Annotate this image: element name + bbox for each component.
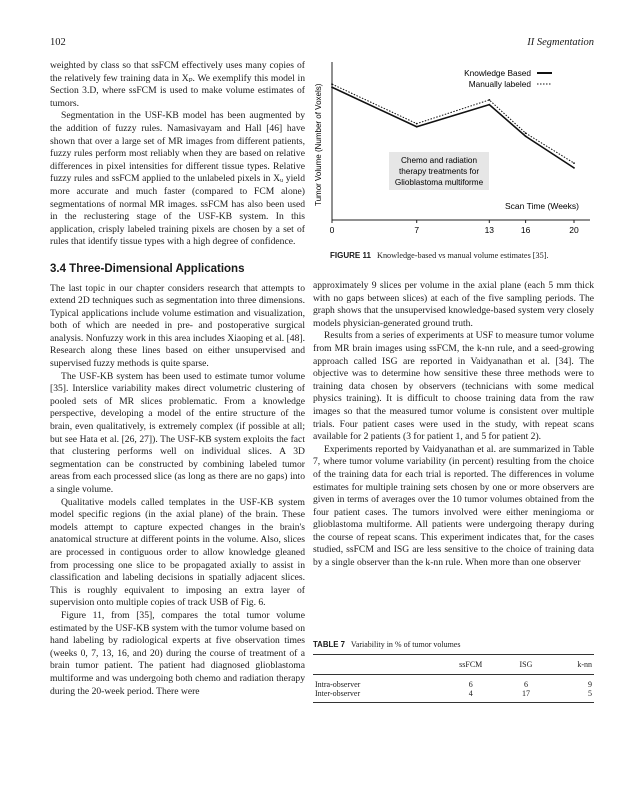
left-paragraph-6: Figure 11, from [35], compares the total tumor volume estimated by the USF-KB system with the tumor volume based on hand labeling by radiological experts at five observation times (weeks 0, 7, 13, 16, and 20) during the course of treatment of a brain tumor patient. The patient had diagnosed glioblastoma multiforme and was undergoing both chemo and radiation therapy during the 20-week period. There were bbox=[50, 609, 305, 697]
data-point bbox=[331, 83, 333, 85]
y-axis-label: Tumor Volume (Number of Voxels) bbox=[314, 83, 323, 206]
left-column bbox=[50, 60, 305, 698]
legend-label: Knowledge Based bbox=[464, 68, 531, 78]
table-header-cell: ISG bbox=[519, 660, 533, 669]
right-column bbox=[313, 280, 594, 570]
ticks-layer bbox=[330, 220, 579, 235]
left-paragraph-4: The USF-KB system has been used to estimate tumor volume [35]. Interslice variability makes direct volumetric clustering of pooled sets of MR slices problematic. From a knowledge perspective, developing a model of the entire structure of the brain, even qualitatively, is extremely complex (if possible at all; but see Hata et al. [26, 27]). The USF-KB system exploits the fact that clustering performs well on individual slices. A 3D segmentation can be constructed by combining labeled tumor areas from each processed slice (as long as there are no gaps) into a single volume. bbox=[50, 370, 305, 495]
right-paragraph-1: approximately 9 slices per volume in the axial plane (each 5 mm thick with no gaps between slices) at each of the five sampling periods. The graph shows that the unsupervised knowledge-based system very closely models physician-generated ground truth. bbox=[313, 280, 594, 329]
tumor-volume-chart bbox=[312, 56, 602, 240]
table-header-cell: ssFCM bbox=[459, 660, 483, 669]
data-point bbox=[525, 132, 527, 134]
table-header-cell: k-nn bbox=[577, 660, 592, 669]
data-point bbox=[573, 167, 575, 169]
x-axis-label: Scan Time (Weeks) bbox=[504, 201, 580, 211]
table-row bbox=[313, 675, 594, 690]
table-row bbox=[313, 689, 594, 703]
table-label: TABLE 7 bbox=[313, 640, 345, 649]
table-cell: 17 bbox=[521, 689, 530, 698]
table-cell: 9 bbox=[588, 680, 592, 689]
data-point bbox=[573, 162, 575, 164]
x-tick-label: 20 bbox=[569, 225, 579, 235]
table-title: Variability in % of tumor volumes bbox=[350, 640, 461, 649]
left-paragraph-5: Qualitative models called templates in the USF-KB system model specific regions (in the axial plane) of the brain. These models attempt to capture expected changes in the brain's anatomical structure at different points in the volume. Also, slices are processed in contiguous order to allow knowledge gleaned from processing one slice to be propagated axially to assist in classification and labeling decisions in spatially adjacent slices. This is roughly equivalent to imposing an extra layer of supervision onto multiple copies of track USB of Fig. 6. bbox=[50, 496, 305, 609]
running-title: II Segmentation bbox=[527, 37, 594, 48]
legend-label: Manually labeled bbox=[468, 79, 531, 89]
table-cell: 4 bbox=[468, 689, 473, 698]
table-cell: 5 bbox=[588, 689, 592, 698]
figure-caption bbox=[330, 251, 549, 260]
figure-caption-label: FIGURE 11 bbox=[330, 251, 371, 260]
left-paragraph-2: Segmentation in the USF-KB model has been augmented by the addition of fuzzy rules. Namasivayam and Hall [46] have shown that over a large set of MR images from different patients, fuzzy rules perform most reliably when they are based on relative differences in pixel intensities for different tissue types. Relative fuzzy rules and ssFCM applied to the unlabeled pixels in Xᵤ yield more accurate and much faster (compared to FCM alone) segmentations of normal MR images. ssFCM has also been used in the reclustering stage of the USF-KB system. In this application, crisply labeled training pixels are chosen by a set of rules that identify tissue types with a high degree of confidence. bbox=[50, 110, 305, 248]
data-point bbox=[331, 86, 333, 88]
table-caption bbox=[313, 640, 460, 649]
data-point bbox=[416, 123, 418, 125]
right-paragraph-2: Results from a series of experiments at USF to measure tumor volume from MR brain images using ssFCM, the k-nn rule, and a seed-growing approach called ISG are reported in Vaidyanathan et al. [34]. The objective was to determine how sensitive these three methods were to training data chosen by observers (technicians with some medical physics training). It is difficult to choose training data from the raw images so that the measured tumor volume is consistent over multiple trials. Four patient cases were used in the study, with repeat scans available for 2 patients (3 for patient 1, and 5 for patient 2). bbox=[313, 330, 594, 443]
data-point bbox=[488, 104, 490, 106]
left-paragraph-3: The last topic in our chapter considers research that attempts to extend 2D techniques such as segmentation into three dimensions. Typical applications include volume estimation and visualization, both of which are needed in pre- and postoperative surgical analysis. Nonfuzzy work in this area includes Xiaoping et al. [48]. Research along these lines based on either unsupervised and supervised fuzzy methods is quite sparse. bbox=[50, 282, 305, 370]
x-tick-label: 16 bbox=[520, 225, 531, 235]
data-point bbox=[525, 135, 527, 137]
x-tick-label: 0 bbox=[329, 225, 335, 235]
left-paragraph-1: weighted by class so that ssFCM effectively uses many copies of the relatively few training data in Xₚ. We exemplify this model in Section 3.D, where ssFCM is used to make volume estimates of tumors. bbox=[50, 60, 305, 109]
table-7 bbox=[313, 654, 594, 703]
table-body bbox=[313, 675, 594, 703]
table-cell: 6 bbox=[523, 680, 528, 689]
figure-caption-text: Knowledge-based vs manual volume estimates [35]. bbox=[377, 251, 549, 260]
section-title: 3.4 Three-Dimensional Applications bbox=[50, 262, 245, 275]
table-cell: Intra-observer bbox=[315, 680, 361, 689]
table-header-row bbox=[313, 655, 594, 675]
series-line-manually-labeled bbox=[332, 84, 574, 163]
data-point bbox=[416, 126, 418, 128]
annotation-line-1: Chemo and radiation bbox=[400, 156, 478, 165]
annotation-line-2: therapy treatments for bbox=[398, 167, 480, 176]
page-number: 102 bbox=[50, 37, 66, 48]
figure-11 bbox=[312, 56, 602, 240]
chart-legend bbox=[464, 68, 552, 89]
table-header-cell bbox=[313, 655, 437, 675]
table-cell: Inter-observer bbox=[315, 689, 361, 698]
x-tick-label: 13 bbox=[484, 225, 495, 235]
table-cell: 6 bbox=[468, 680, 473, 689]
annotation-line-3: Glioblastoma multiforme bbox=[394, 178, 484, 187]
right-paragraph-3: Experiments reported by Vaidyanathan et al. are summarized in Table 7, where tumor volume variability (in percent) resulting from the choice of the training data for each trial is reported. The differences in volume estimates for multiple training sets chosen by one or more observers are given in terms of averages over the 10 tumor volumes obtained from the four patient cases. The tumors involved were either meningioma or glioblastoma multiforme. All patients were undergoing therapy during the course of repeat scans. This experiment indicates that, for the cases studied, ssFCM and ISG are less sensitive to the choice of training data by a single observer than the k-nn rule. When more than one observer bbox=[313, 443, 594, 569]
variability-table bbox=[313, 654, 594, 703]
data-point bbox=[488, 99, 490, 101]
x-tick-label: 7 bbox=[414, 225, 420, 235]
